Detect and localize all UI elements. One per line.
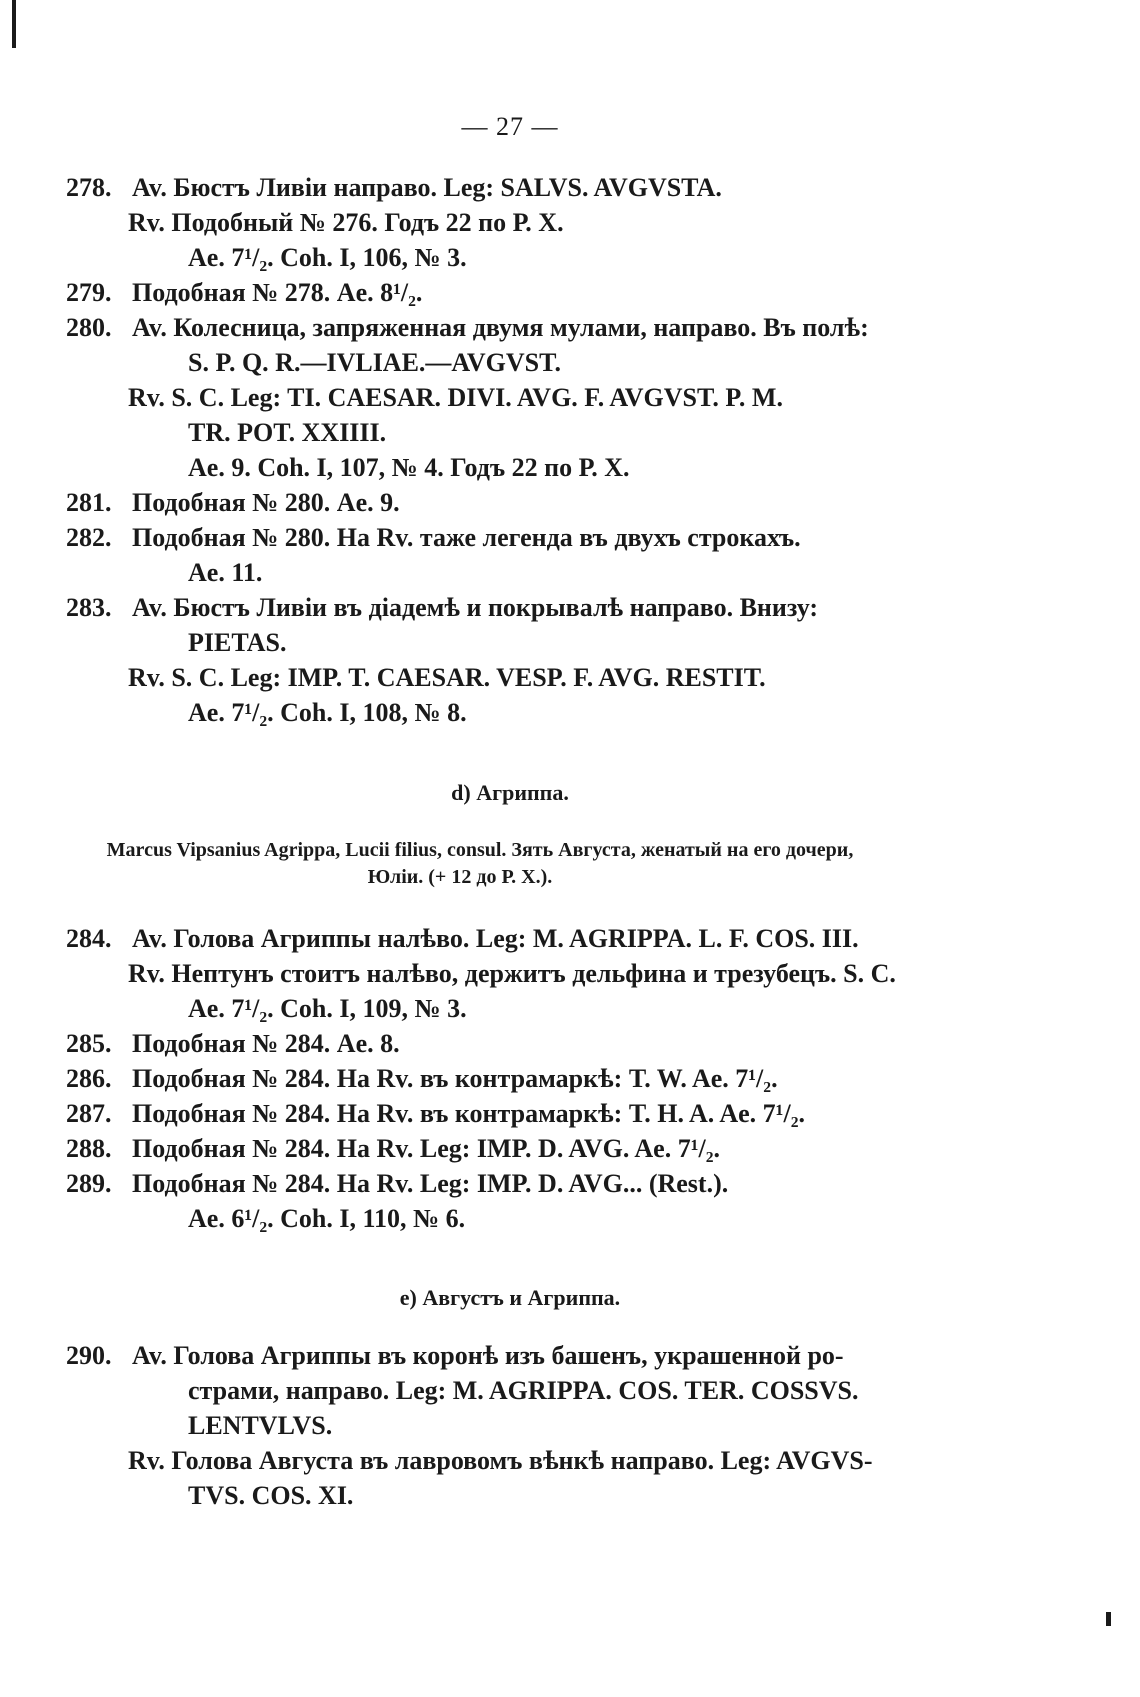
entry-number: 289. <box>66 1169 112 1198</box>
entry-text: Rv. S. C. Leg: TI. CAESAR. DIVI. AVG. F. AVGVST. P. M. <box>128 383 783 412</box>
entry-line <box>188 627 287 659</box>
entry-text: страми, направо. Leg: M. AGRIPPA. COS. TER. COSSVS. <box>188 1376 859 1405</box>
entry-line <box>66 277 422 309</box>
entry-number: 279. <box>66 278 112 307</box>
entry-text: Av. Бюстъ Ливіи направо. Leg: SALVS. AVGVSTA. <box>132 173 722 202</box>
entry-line <box>128 207 564 239</box>
entry-text: LENTVLVS. <box>188 1411 333 1440</box>
entry-text: Rv. Голова Августа въ лавровомъ вѣнкѣ направо. Leg: AVGVS- <box>128 1446 873 1475</box>
section-note: Юліи. (+ 12 до Р. X.). <box>367 866 553 888</box>
entry-number: 290. <box>66 1341 112 1370</box>
entry-line <box>66 1133 720 1165</box>
entry-number: 286. <box>66 1064 112 1093</box>
entry-text: Подобная № 278. Ae. 8¹/₂. <box>132 278 423 307</box>
entry-number: 278. <box>66 173 112 202</box>
entry-number: 288. <box>66 1134 112 1163</box>
entry-text: Ae. 9. Coh. I, 107, № 4. Годъ 22 по Р. X. <box>188 453 630 482</box>
entry-text: Подобная № 280. Ae. 9. <box>132 488 400 517</box>
entry-text: Av. Голова Агриппы налѣво. Leg: M. AGRIPPA. L. F. COS. III. <box>132 924 859 953</box>
entry-line <box>188 557 262 589</box>
entry-text: Rv. Подобный № 276. Годъ 22 по Р. X. <box>128 208 564 237</box>
entry-line <box>66 172 722 204</box>
entry-text: Ae. 11. <box>188 558 263 587</box>
entry-line <box>66 1168 728 1200</box>
entry-number: 284. <box>66 924 112 953</box>
entry-number: 281. <box>66 488 112 517</box>
section-heading: d) Агриппа. <box>451 780 569 805</box>
entry-line <box>66 1098 805 1130</box>
entry-text: Ae. 6¹/₂. Coh. I, 110, № 6. <box>188 1204 466 1233</box>
entry-line <box>66 1028 400 1060</box>
entry-text: Rv. Нептунъ стоитъ налѣво, держитъ дельфина и трезубецъ. S. C. <box>128 959 896 988</box>
entry-text: Подобная № 284. На Rv. въ контрамаркѣ: T. H. A. Ae. 7¹/₂. <box>132 1099 805 1128</box>
entry-number: 283. <box>66 593 112 622</box>
entry-text: Rv. S. C. Leg: IMP. T. CAESAR. VESP. F. AVG. RESTIT. <box>128 663 766 692</box>
entry-line <box>188 1480 353 1512</box>
entry-line <box>188 452 630 484</box>
entry-line <box>66 1340 844 1372</box>
entry-number: 287. <box>66 1099 112 1128</box>
entry-line <box>66 312 869 344</box>
edge-mark-top-left <box>12 0 16 48</box>
section-note: Marcus Vipsanius Agrippa, Lucii filius, consul. Зять Августа, женатый на его дочери, <box>106 839 854 861</box>
entry-line <box>188 697 467 729</box>
section-heading: e) Августъ и Агриппа. <box>399 1285 621 1310</box>
entry-text: Подобная № 280. На Rv. таже легенда въ двухъ строкахъ. <box>132 523 801 552</box>
page-number: — 27 — <box>461 112 559 141</box>
entry-text: Av. Бюстъ Ливіи въ діадемѣ и покрывалѣ направо. Внизу: <box>132 593 819 622</box>
entry-number: 280. <box>66 313 112 342</box>
edge-mark-bottom-right <box>1106 1612 1111 1626</box>
entry-line <box>188 347 561 379</box>
entry-text: Av. Колесница, запряженная двумя мулами, направо. Въ полѣ: <box>132 313 869 342</box>
entry-text: Подобная № 284. На Rv. въ контрамаркѣ: T. W. Ae. 7¹/₂. <box>132 1064 778 1093</box>
entry-number: 282. <box>66 523 112 552</box>
entry-line <box>128 1445 873 1477</box>
entry-text: TVS. COS. XI. <box>188 1481 354 1510</box>
entry-line <box>66 592 818 624</box>
entry-text: Подобная № 284. На Rv. Leg: IMP. D. AVG... (Rest.). <box>132 1169 729 1198</box>
entry-text: PIETAS. <box>188 628 287 657</box>
entry-text: TR. POT. XXIIII. <box>188 418 387 447</box>
entry-text: Ae. 7¹/₂. Coh. I, 108, № 8. <box>188 698 467 727</box>
entry-text: Ae. 7¹/₂. Coh. I, 109, № 3. <box>188 994 467 1023</box>
entry-line <box>66 1063 778 1095</box>
entry-text: Подобная № 284. На Rv. Leg: IMP. D. AVG. Ae. 7¹/₂. <box>132 1134 721 1163</box>
entry-line <box>128 958 896 990</box>
entry-line <box>128 662 766 694</box>
entry-line <box>188 1203 465 1235</box>
entry-text: Подобная № 284. Ae. 8. <box>132 1029 400 1058</box>
entry-line <box>66 487 400 519</box>
entry-number: 285. <box>66 1029 112 1058</box>
entry-line <box>188 993 467 1025</box>
entry-line <box>188 417 386 449</box>
entry-line <box>188 242 467 274</box>
entry-line <box>188 1375 858 1407</box>
entry-text: S. P. Q. R.—IVLIAE.—AVGVST. <box>188 348 562 377</box>
entry-text: Av. Голова Агриппы въ коронѣ изъ башенъ, украшенной ро- <box>132 1341 844 1370</box>
entry-line <box>128 382 783 414</box>
entry-line <box>66 522 801 554</box>
entry-line <box>66 923 859 955</box>
entry-text: Ae. 7¹/₂. Coh. I, 106, № 3. <box>188 243 467 272</box>
entry-line <box>188 1410 332 1442</box>
